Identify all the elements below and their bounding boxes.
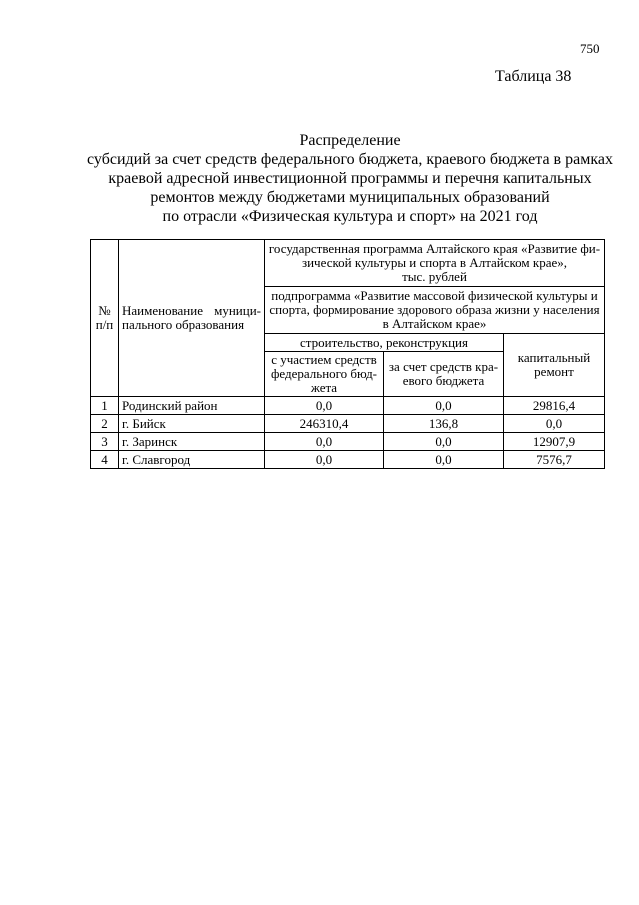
header-regional: за счет средств кра-евого бюджета bbox=[384, 352, 504, 397]
row-capital-repair: 0,0 bbox=[504, 415, 605, 433]
page-number: 750 bbox=[580, 41, 600, 56]
row-capital-repair: 12907,9 bbox=[504, 433, 605, 451]
heading-line: Распределение bbox=[299, 132, 401, 149]
row-federal: 246310,4 bbox=[265, 415, 384, 433]
table-row bbox=[91, 433, 605, 451]
header-name: Наименование муници-пального образования bbox=[119, 240, 265, 397]
document-heading bbox=[80, 131, 620, 226]
header-program-text: государственная программа Алтайского края «Развитие фи-зической культуры и спорта в Алтайском крае», bbox=[268, 241, 601, 270]
row-name: г. Бийск bbox=[119, 415, 265, 433]
row-number: 4 bbox=[91, 451, 119, 469]
row-regional: 0,0 bbox=[384, 433, 504, 451]
header-federal: с участием средств федерального бюд-жета bbox=[265, 352, 384, 397]
header-unit: тыс. рублей bbox=[402, 269, 467, 284]
subsidies-table bbox=[90, 239, 605, 469]
row-regional: 0,0 bbox=[384, 397, 504, 415]
table-row bbox=[91, 451, 605, 469]
row-name: г. Заринск bbox=[119, 433, 265, 451]
header-number: № п/п bbox=[91, 240, 119, 397]
table-label: Таблица 38 bbox=[495, 68, 572, 85]
header-construction: строительство, реконструкция bbox=[265, 334, 504, 352]
row-regional: 0,0 bbox=[384, 451, 504, 469]
heading-line: по отрасли «Физическая культура и спорт» на 2021 год bbox=[162, 208, 538, 225]
table-row bbox=[91, 397, 605, 415]
row-capital-repair: 29816,4 bbox=[504, 397, 605, 415]
header-program bbox=[265, 240, 605, 287]
heading-line: краевой адресной инвестиционной программы и перечня капитальных bbox=[108, 170, 592, 187]
row-number: 2 bbox=[91, 415, 119, 433]
row-name: Родинский район bbox=[119, 397, 265, 415]
row-number: 1 bbox=[91, 397, 119, 415]
table-row bbox=[91, 415, 605, 433]
header-subprogram: подпрограмма «Развитие массовой физической культуры и спорта, формирование здорового образа жизни у населения в Алтайском крае» bbox=[265, 287, 605, 334]
row-regional: 136,8 bbox=[384, 415, 504, 433]
row-federal: 0,0 bbox=[265, 397, 384, 415]
row-number: 3 bbox=[91, 433, 119, 451]
row-federal: 0,0 bbox=[265, 451, 384, 469]
row-name: г. Славгород bbox=[119, 451, 265, 469]
row-federal: 0,0 bbox=[265, 433, 384, 451]
heading-line: субсидий за счет средств федерального бюджета, краевого бюджета в рамках bbox=[87, 151, 613, 168]
heading-line: ремонтов между бюджетами муниципальных образований bbox=[150, 189, 550, 206]
header-capital-repair: капитальный ремонт bbox=[504, 334, 605, 397]
row-capital-repair: 7576,7 bbox=[504, 451, 605, 469]
